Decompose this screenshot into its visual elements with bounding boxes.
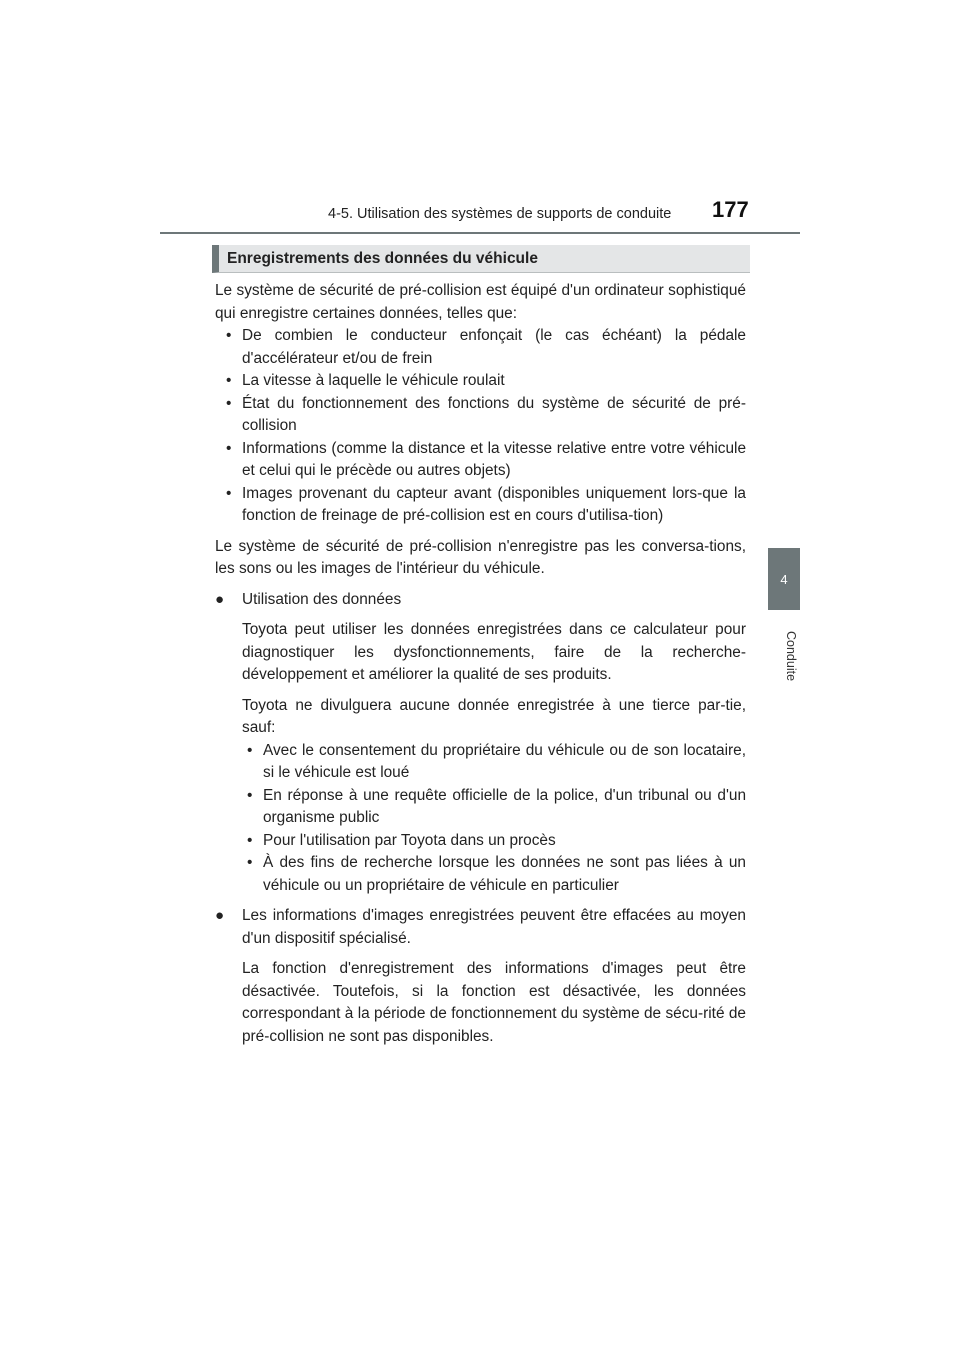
list-item: • De combien le conducteur enfonçait (le cas échéant) la pédale d'accélérateur et/ou de frein	[226, 327, 746, 367]
list-item: • Images provenant du capteur avant (disponibles uniquement lors-que la fonction de freinage de pré-collision est en cours d'utilisa-tion)	[226, 484, 746, 524]
list-item: • Informations (comme la distance et la vitesse relative entre votre véhicule et celui qui le précède ou autres objets)	[226, 439, 746, 479]
usage-paragraph-2: Toyota ne divulguera aucune donnée enregistrée à une tierce par-tie, sauf:	[242, 696, 746, 736]
bullet-icon: •	[247, 741, 253, 759]
intro-paragraph: Le système de sécurité de pré-collision est équipé d'un ordinateur sophistiqué qui enregistre certaines données, telles que:	[215, 282, 746, 322]
section-heading: Enregistrements des données du véhicule	[212, 245, 750, 273]
images-item	[215, 905, 746, 950]
usage-title: Utilisation des données	[242, 590, 402, 608]
no-record-paragraph: Le système de sécurité de pré-collision n'enregistre pas les conversa-tions, les sons ou les images de l'intérieur du véhicule.	[215, 537, 746, 577]
list-item: • Pour l'utilisation par Toyota dans un procès	[242, 830, 746, 853]
circle-bullet-icon: ●	[215, 590, 225, 608]
header-divider	[160, 232, 800, 234]
images-paragraph: La fonction d'enregistrement des informations d'images peut être désactivée. Toutefois, si la fonction est désactivée, les données correspondant à la période de fonctionnement du système de sécu-rité de pré-collision ne sont pas disponibles.	[242, 960, 746, 1045]
header-section-title: 4-5. Utilisation des systèmes de supports de conduite	[328, 206, 672, 222]
usage-bullet-list	[242, 740, 746, 898]
page-number: 177	[712, 197, 749, 222]
list-item: • En réponse à une requête officielle de la police, d'un tribunal ou d'un organisme public	[247, 786, 746, 826]
bullet-icon: •	[226, 484, 232, 502]
list-item: • Avec le consentement du propriétaire du véhicule ou de son locataire, si le véhicule est loué	[247, 741, 746, 781]
bullet-icon: •	[247, 786, 253, 804]
chapter-label: Conduite	[784, 630, 798, 682]
list-item: • État du fonctionnement des fonctions du système de sécurité de pré-collision	[226, 394, 746, 434]
circle-bullet-icon: ●	[215, 907, 225, 924]
list-item: • La vitesse à laquelle le véhicule roulait	[215, 370, 746, 393]
bullet-icon: •	[226, 394, 232, 412]
bullet-icon: •	[226, 372, 232, 389]
bullet-icon: •	[226, 327, 232, 344]
bullet-icon: •	[226, 439, 232, 457]
usage-body	[215, 619, 746, 897]
bullet-icon: •	[247, 854, 253, 871]
chapter-tab[interactable]: 4	[768, 548, 800, 610]
intro-bullet-list	[215, 325, 746, 528]
images-body	[215, 958, 746, 1048]
images-title: Les informations d'images enregistrées peuvent être effacées au moyen d'un dispositif spécialisé.	[242, 907, 746, 947]
list-item: • À des fins de recherche lorsque les données ne sont pas liées à un véhicule ou un propriétaire de véhicule en particulier	[247, 854, 746, 894]
bullet-icon: •	[247, 831, 253, 849]
usage-paragraph-1: Toyota peut utiliser les données enregistrées dans ce calculateur pour diagnostiquer les dysfonctionnements, faire de la recherche-développement et améliorer la qualité de ses produits.	[242, 621, 746, 683]
usage-item	[215, 589, 746, 612]
main-content	[215, 280, 746, 1048]
